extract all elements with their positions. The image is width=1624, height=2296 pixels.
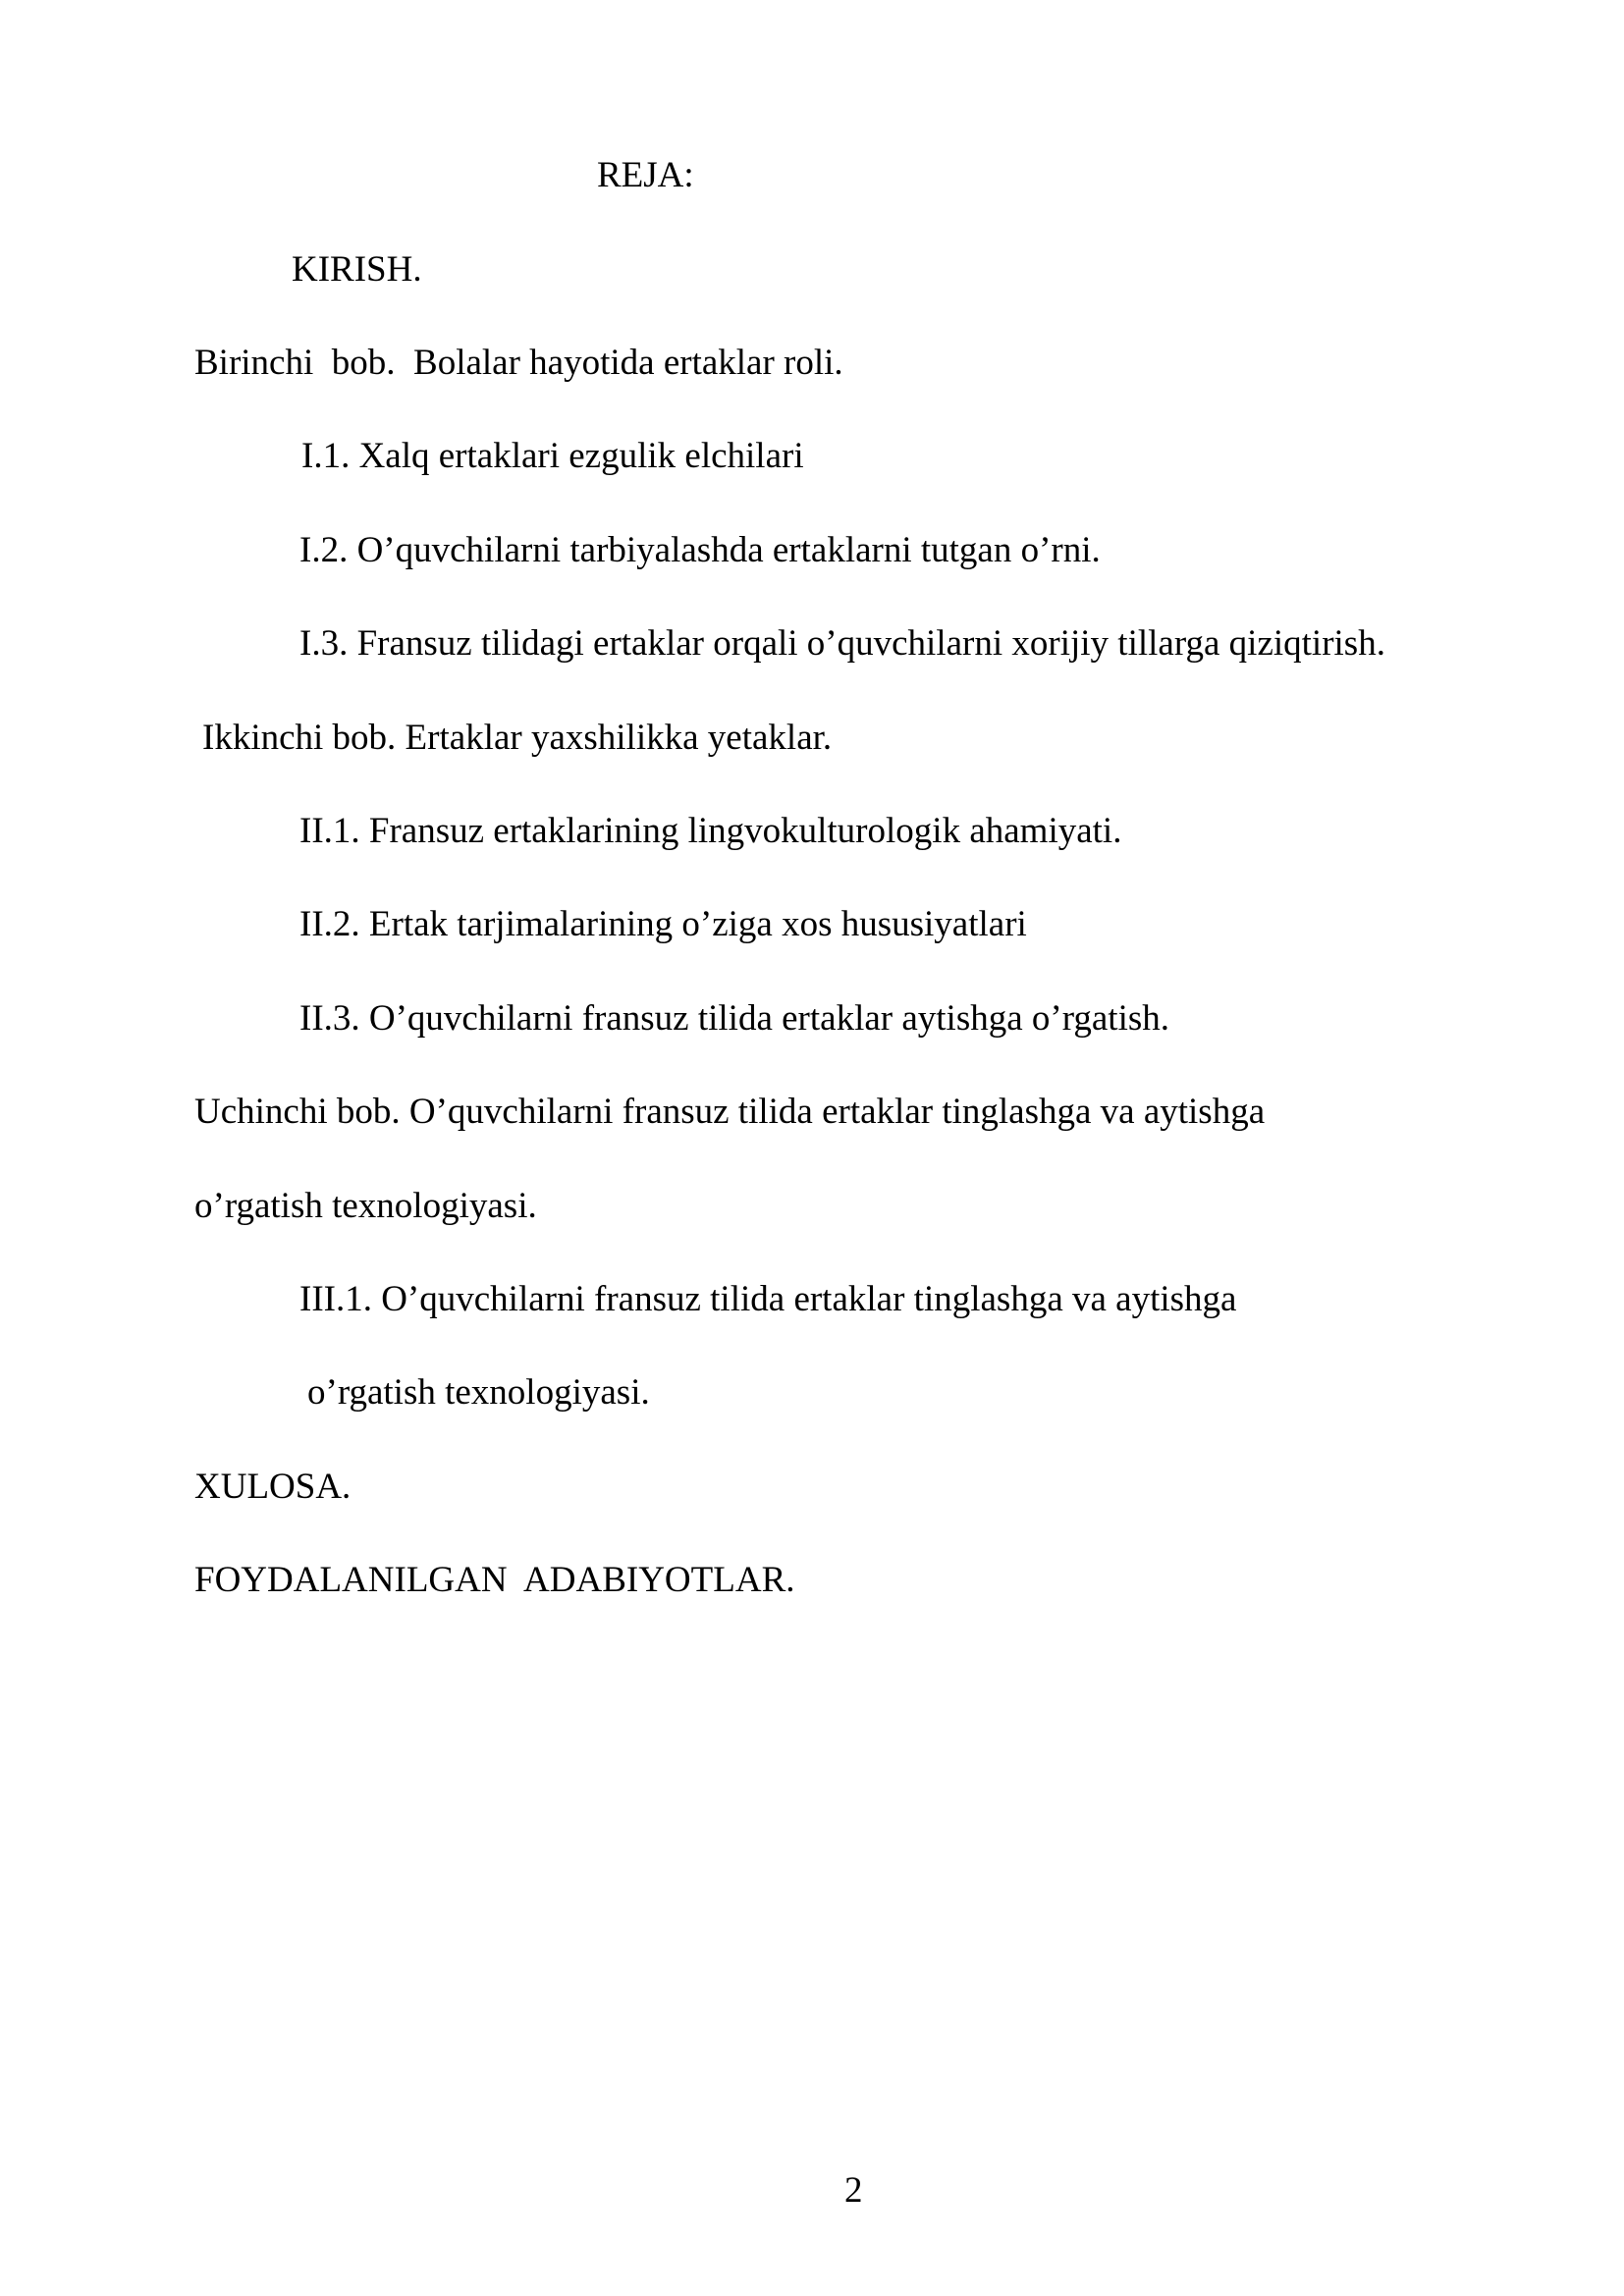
chapter-1-heading: Birinchi bob. Bolalar hayotida ertaklar roli. <box>194 343 843 383</box>
conclusion-heading: XULOSA. <box>194 1467 352 1507</box>
section-1-1: I.1. Xalq ertaklari ezgulik elchilari <box>301 436 804 476</box>
chapter-3-heading-line-1: Uchinchi bob. O’quvchilarni fransuz tilida ertaklar tinglashga va aytishga <box>194 1092 1266 1132</box>
section-2-2: II.2. Ertak tarjimalarining o’ziga xos hususiyatlari <box>299 904 1027 944</box>
references-heading: FOYDALANILGAN ADABIYOTLAR. <box>194 1560 795 1600</box>
section-1-2: I.2. O’quvchilarni tarbiyalashda ertaklarni tutgan o’rni. <box>299 530 1101 570</box>
section-2-3: II.3. O’quvchilarni fransuz tilida ertaklar aytishga o’rgatish. <box>299 998 1169 1039</box>
section-3-1-line-2: o’rgatish texnologiyasi. <box>307 1372 650 1413</box>
introduction-heading: KIRISH. <box>292 249 422 290</box>
chapter-3-heading-line-2: o’rgatish texnologiyasi. <box>194 1186 537 1226</box>
section-2-1: II.1. Fransuz ertaklarining lingvokulturologik ahamiyati. <box>299 811 1122 851</box>
section-1-3: I.3. Fransuz tilidagi ertaklar orqali o’quvchilarni xorijiy tillarga qiziqtirish. <box>299 623 1385 664</box>
chapter-2-heading: Ikkinchi bob. Ertaklar yaxshilikka yetaklar. <box>202 718 833 758</box>
section-3-1-line-1: III.1. O’quvchilarni fransuz tilida ertaklar tinglashga va aytishga <box>299 1279 1237 1319</box>
plan-title: REJA: <box>597 155 694 195</box>
page-number: 2 <box>844 2170 863 2211</box>
